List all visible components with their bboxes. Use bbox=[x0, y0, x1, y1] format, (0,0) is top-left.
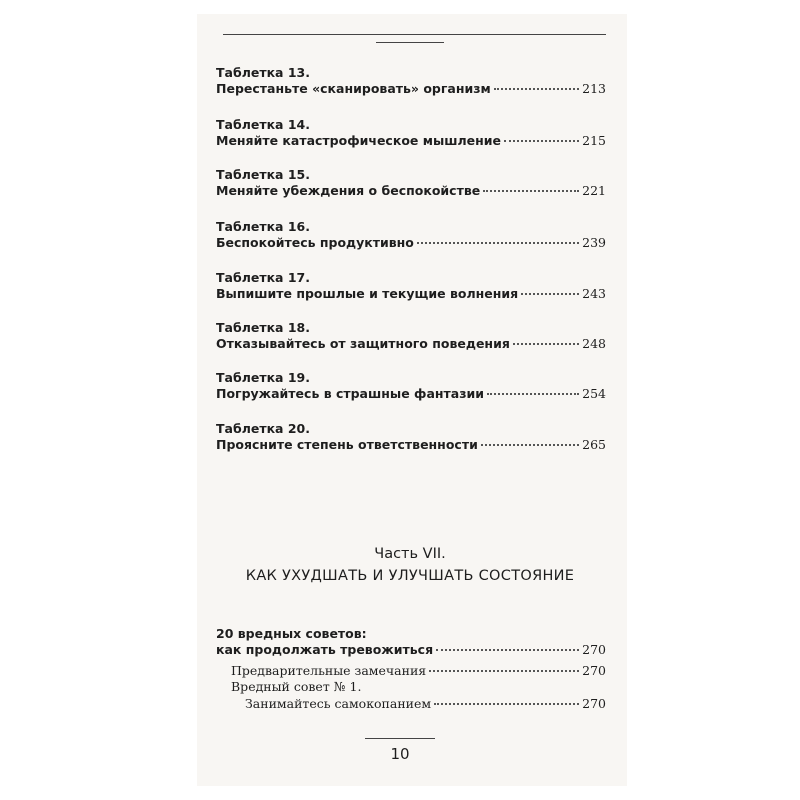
toc-entry-page: 265 bbox=[582, 437, 606, 452]
toc-entry-page: 243 bbox=[582, 286, 606, 301]
toc-entry-label: Таблетка 20. bbox=[216, 421, 310, 436]
toc-entry-label: Таблетка 13. bbox=[216, 65, 310, 80]
toc-entry-page: 215 bbox=[582, 133, 606, 148]
toc-entry-title: Выпишите прошлые и текущие волнения bbox=[216, 286, 519, 301]
toc-entry-page: 213 bbox=[582, 81, 606, 96]
toc-leader-dots bbox=[504, 140, 579, 142]
toc-entry-label: Таблетка 17. bbox=[216, 270, 310, 285]
toc-entry-title: Меняйте катастрофическое мышление bbox=[216, 133, 502, 148]
toc-entry-line bbox=[216, 81, 606, 97]
toc-entry bbox=[216, 167, 606, 199]
header-short-rule bbox=[376, 42, 444, 43]
toc-leader-dots bbox=[521, 293, 579, 295]
toc-leader-dots bbox=[494, 88, 579, 90]
toc-entry-page: 254 bbox=[582, 386, 606, 401]
sub-entry-title: Занимайтесь самокопанием bbox=[245, 696, 432, 711]
section-page: 270 bbox=[582, 642, 606, 657]
sub-entry-page: 270 bbox=[582, 696, 606, 711]
toc-leader-dots bbox=[429, 670, 579, 672]
toc-entry-label: Таблетка 19. bbox=[216, 370, 310, 385]
footer-rule bbox=[365, 738, 435, 739]
toc-leader-dots bbox=[487, 393, 579, 395]
toc-entry-title: Беспокойтесь продуктивно bbox=[216, 235, 414, 250]
toc-entry-page: 239 bbox=[582, 235, 606, 250]
part-number: Часть VII. bbox=[374, 546, 446, 562]
sub-entry-title: Предварительные замечания bbox=[231, 663, 427, 678]
toc-entry-line bbox=[216, 235, 606, 251]
toc-entry bbox=[216, 65, 606, 97]
section-line bbox=[216, 642, 606, 658]
toc-entry-page: 248 bbox=[582, 336, 606, 351]
section-entry bbox=[216, 626, 606, 658]
toc-entry-label: Таблетка 15. bbox=[216, 167, 310, 182]
toc-entry-label: Таблетка 14. bbox=[216, 117, 310, 132]
header-rule bbox=[223, 34, 606, 35]
toc-entry-line bbox=[216, 133, 606, 149]
toc-entry-line bbox=[216, 286, 606, 302]
toc-entry bbox=[216, 219, 606, 251]
toc-leader-dots bbox=[513, 343, 579, 345]
toc-entry bbox=[216, 370, 606, 402]
toc-entry-title: Проясните степень ответственности bbox=[216, 437, 478, 452]
toc-entry bbox=[216, 320, 606, 352]
part-heading bbox=[210, 543, 610, 587]
page-number: 10 bbox=[390, 745, 410, 763]
sub-entry-page: 270 bbox=[582, 663, 606, 678]
toc-entry-title: Погружайтесь в страшные фантазии bbox=[216, 386, 484, 401]
section-heading: 20 вредных советов: bbox=[216, 626, 367, 641]
toc-entry-line bbox=[216, 336, 606, 352]
part-title: КАК УХУДШАТЬ И УЛУЧШАТЬ СОСТОЯНИЕ bbox=[245, 568, 575, 584]
sub-entry bbox=[231, 663, 606, 679]
toc-entry-label: Таблетка 16. bbox=[216, 219, 310, 234]
toc-leader-dots bbox=[434, 703, 579, 705]
toc-entry-title: Отказывайтесь от защитного поведения bbox=[216, 336, 510, 351]
toc-entry-title: Перестаньте «сканировать» организм bbox=[216, 81, 491, 96]
sub-entry bbox=[245, 696, 606, 712]
toc-entry-label: Таблетка 18. bbox=[216, 320, 310, 335]
toc-entry bbox=[216, 270, 606, 302]
toc-leader-dots bbox=[481, 444, 579, 446]
toc-entry-line bbox=[216, 183, 606, 199]
section-title: как продолжать тревожиться bbox=[216, 642, 434, 657]
toc-entry-page: 221 bbox=[582, 183, 606, 198]
toc-leader-dots bbox=[436, 649, 579, 651]
toc-entry-line bbox=[216, 437, 606, 453]
toc-entry bbox=[216, 421, 606, 453]
toc-leader-dots bbox=[417, 242, 579, 244]
toc-leader-dots bbox=[483, 190, 579, 192]
toc-entry-line bbox=[216, 386, 606, 402]
toc-entry-title: Меняйте убеждения о беспокойстве bbox=[216, 183, 481, 198]
toc-entry bbox=[216, 117, 606, 149]
sub-entry-heading: Вредный совет № 1. bbox=[231, 679, 362, 694]
